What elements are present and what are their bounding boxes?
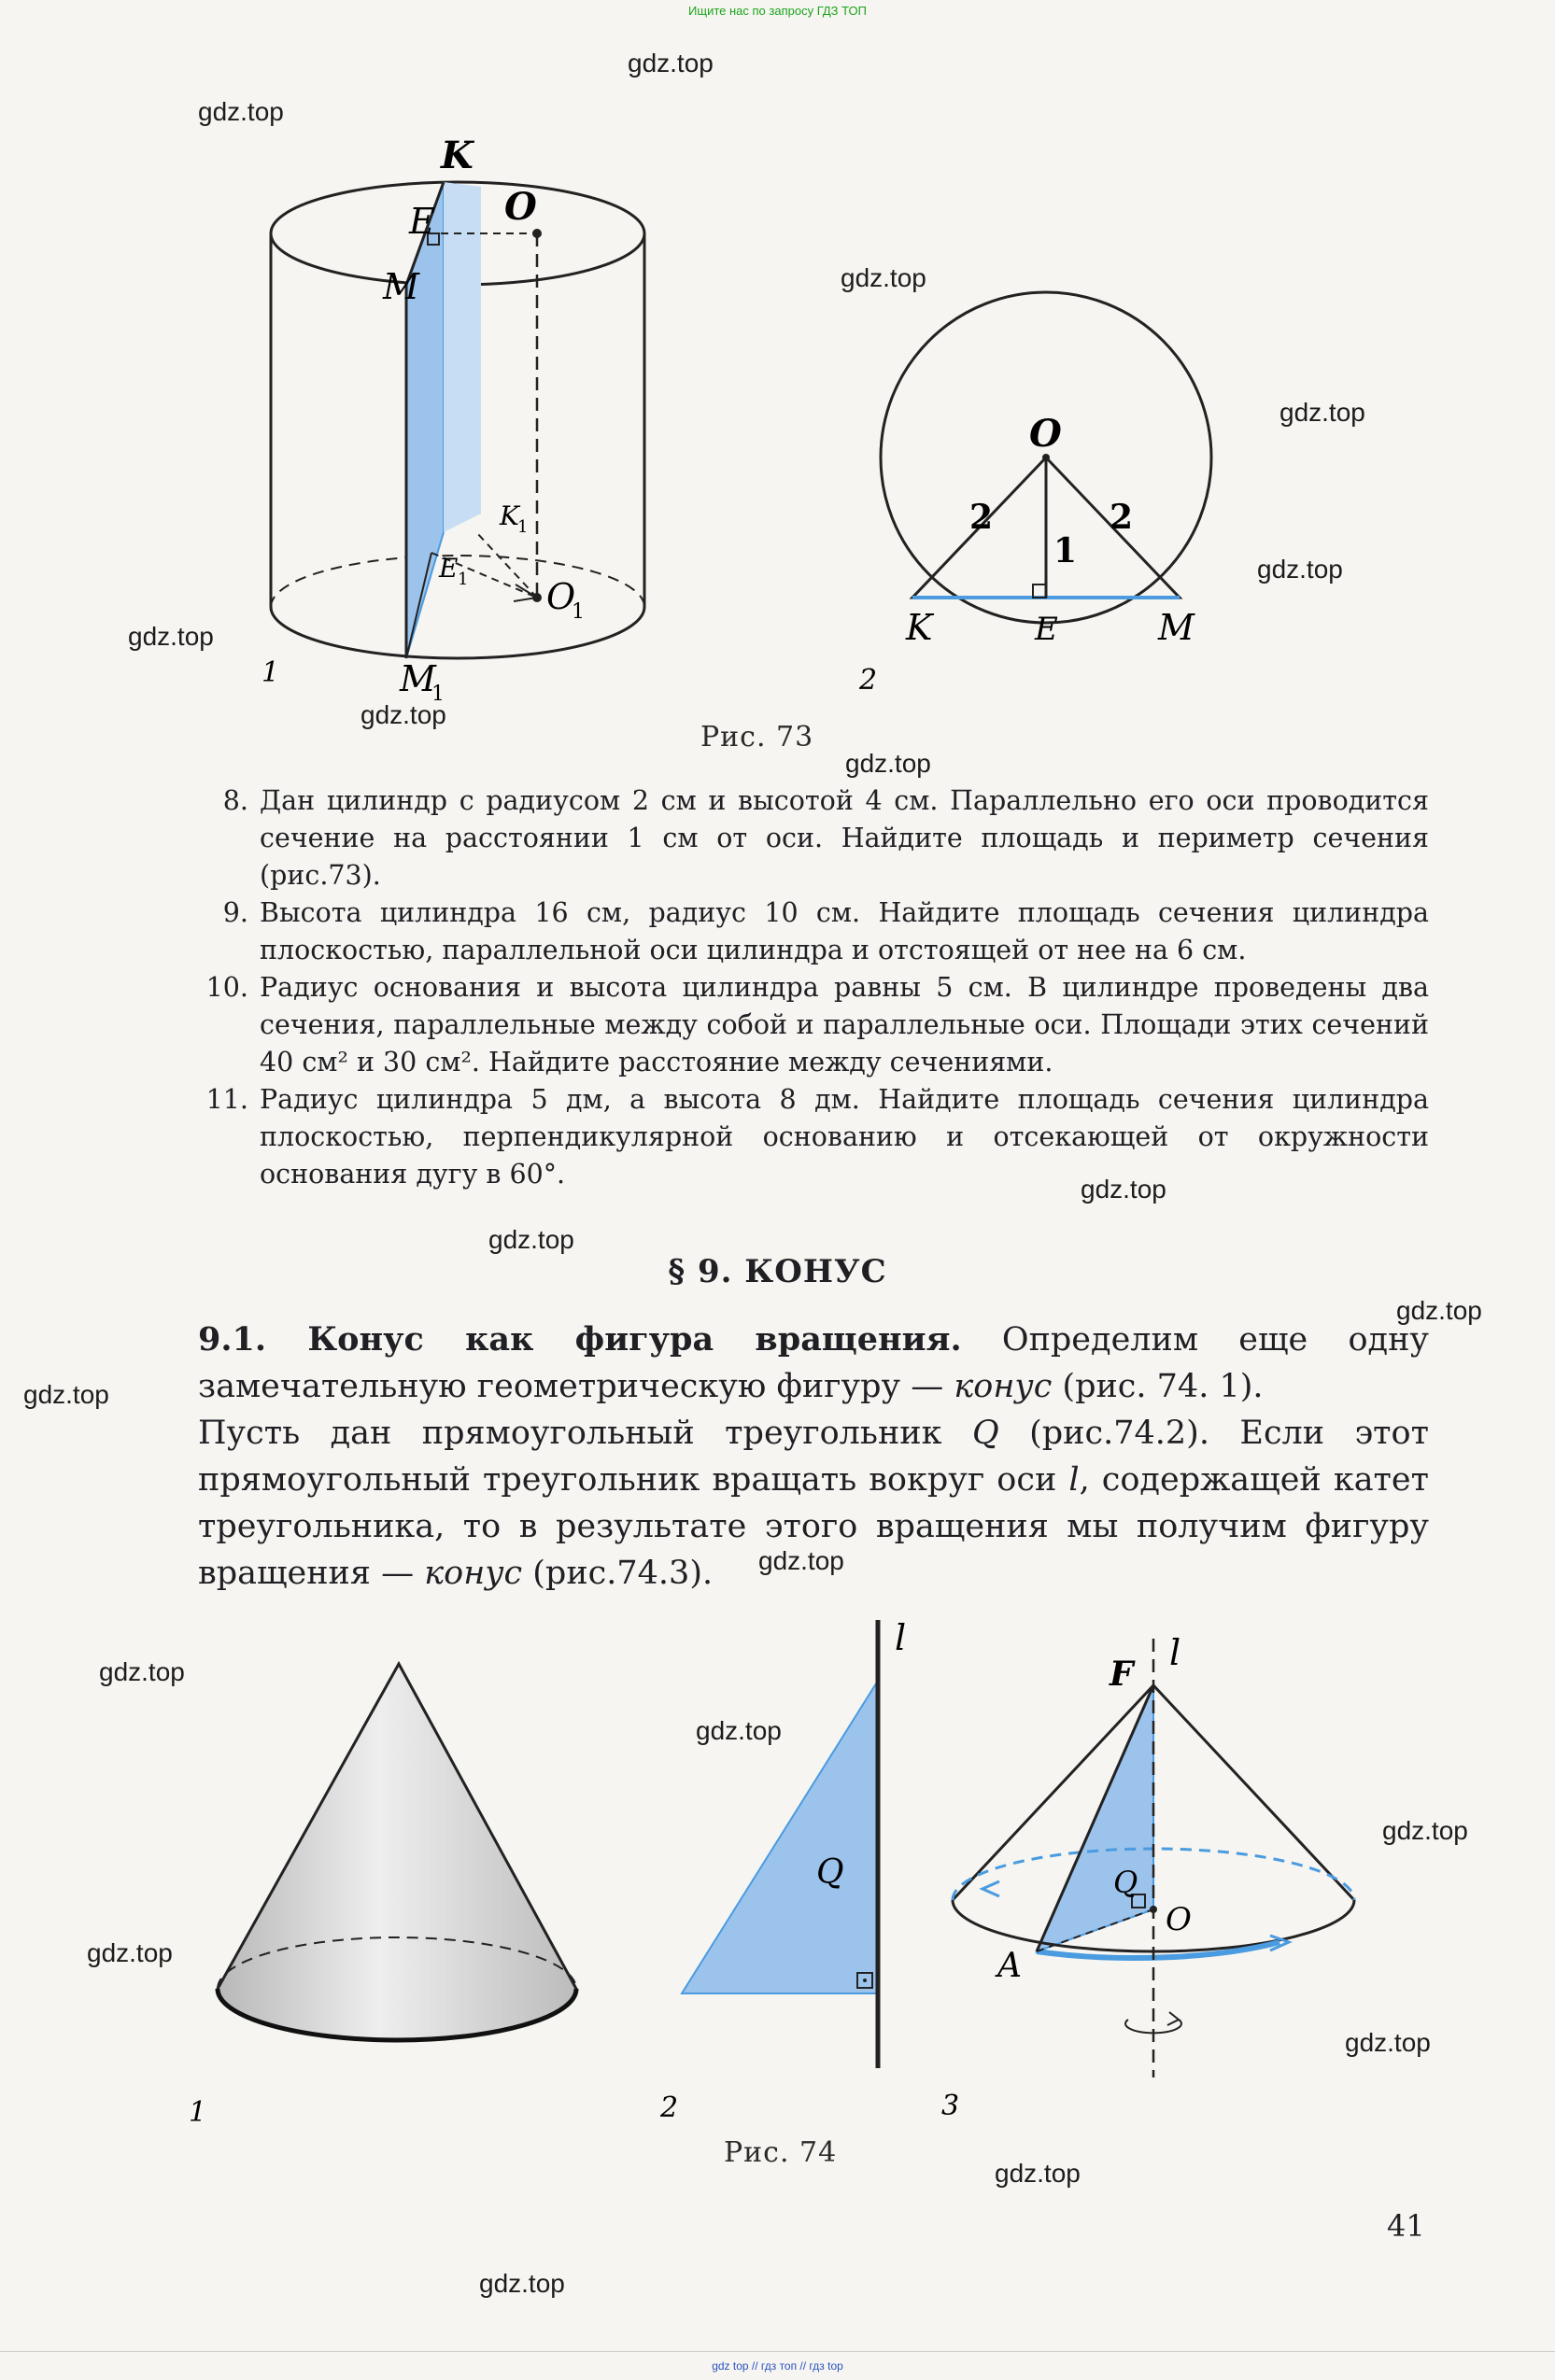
label-M: M xyxy=(1158,607,1195,648)
watermark: gdz.top xyxy=(696,1716,782,1745)
problem-number: 10. xyxy=(205,972,248,1003)
label-K: K xyxy=(906,607,933,648)
label-F: F xyxy=(1110,1655,1134,1694)
watermark: gdz.top xyxy=(1081,1175,1166,1204)
problem-text: Радиус цилиндра 5 дм, а высота 8 дм. Найдите площадь сечения цилиндра плоскостью, перпендикулярной основанию и отсекающей от окружности основания дугу в 60°. xyxy=(260,1084,1429,1190)
problem-number: 9. xyxy=(222,897,248,928)
watermark: gdz.top xyxy=(1257,555,1343,584)
label-O1-sub: 1 xyxy=(572,600,585,624)
problem-text: Дан цилиндр с радиусом 2 см и высотой 4 см. Параллельно его оси проводится сечение на расстоянии 1 см от оси. Найдите площадь и периметр сечения (рис.73). xyxy=(260,785,1429,891)
symbol-Q: Q xyxy=(971,1415,999,1452)
term-cone: конус xyxy=(424,1555,523,1592)
text-run: (рис. 74. 1). xyxy=(1052,1368,1264,1405)
label-O: O xyxy=(1029,412,1062,456)
problem-8 xyxy=(196,782,1429,894)
figure-74-triangle xyxy=(644,1620,925,2138)
problem-10 xyxy=(196,969,1429,1081)
label-Q: Q xyxy=(1113,1865,1138,1900)
text-run: , содержащей катет треугольника, то в результате этого вращения мы получим фигуру вращения — xyxy=(198,1461,1429,1592)
section-body xyxy=(198,1317,1429,1597)
label-side-left: 2 xyxy=(969,498,994,537)
figure-73-cylinder xyxy=(233,121,738,719)
figure-74-panel-1-number: 1 xyxy=(189,2096,207,2129)
label-O: O xyxy=(504,185,537,229)
problem-list xyxy=(196,782,1429,1193)
watermark: gdz.top xyxy=(360,700,446,729)
problem-number: 11. xyxy=(205,1084,248,1115)
problem-9 xyxy=(196,894,1429,969)
problem-11 xyxy=(196,1081,1429,1193)
label-l: l xyxy=(1169,1632,1181,1673)
watermark: gdz.top xyxy=(841,263,926,292)
watermark: gdz.top xyxy=(995,2159,1081,2188)
label-l: l xyxy=(895,1620,907,1658)
text-run: Пусть дан прямоугольный треугольник xyxy=(198,1415,972,1452)
figure-74-panel-3-number: 3 xyxy=(941,2090,960,2122)
bottom-banner: gdz top // гдз топ // гдз top xyxy=(712,2359,843,2373)
problem-text: Высота цилиндра 16 см, радиус 10 см. Найдите площадь сечения цилиндра плоскостью, параллельной оси цилиндра и отстоящей от нее на 6 см. xyxy=(260,897,1429,965)
watermark: gdz.top xyxy=(1396,1296,1482,1325)
label-E: E xyxy=(409,201,435,242)
figure-73-caption: Рис. 73 xyxy=(700,721,814,753)
label-A: A xyxy=(997,1947,1022,1985)
figure-74-panel-2-number: 2 xyxy=(660,2091,679,2124)
figure-74-caption: Рис. 74 xyxy=(724,2136,838,2169)
label-M1-sub: 1 xyxy=(431,683,445,706)
text-run: (рис.74.2). Если этот прямоугольный треугольник вращать вокруг оси xyxy=(198,1415,1429,1499)
watermark: gdz.top xyxy=(128,622,214,651)
label-K: K xyxy=(441,134,474,177)
text-run: (рис.74.3). xyxy=(522,1555,714,1592)
symbol-l: l xyxy=(1068,1461,1080,1499)
watermark: gdz.top xyxy=(87,1938,173,1967)
watermark: gdz.top xyxy=(99,1657,185,1686)
figure-74-rotation-cone xyxy=(925,1629,1392,2134)
label-E1-sub: 1 xyxy=(458,570,469,589)
watermark: gdz.top xyxy=(758,1546,844,1575)
watermark: gdz.top xyxy=(1279,398,1365,427)
label-O1: O xyxy=(546,576,576,617)
subsection-title: 9.1. Конус как фигура вращения. xyxy=(198,1320,962,1359)
watermark: gdz.top xyxy=(1345,2028,1431,2057)
watermark: gdz.top xyxy=(845,749,931,778)
figure-73-panel-1-number: 1 xyxy=(262,656,280,689)
paragraph-2 xyxy=(198,1410,1429,1597)
watermark: gdz.top xyxy=(628,49,714,77)
watermark: gdz.top xyxy=(23,1380,109,1409)
bottom-divider xyxy=(0,2351,1555,2352)
label-M: M xyxy=(383,266,419,307)
term-cone: конус xyxy=(954,1368,1053,1405)
top-banner: Ищите нас по запросу ГДЗ ТОП xyxy=(688,4,867,18)
label-side-right: 2 xyxy=(1110,498,1134,537)
page-number: 41 xyxy=(1387,2208,1425,2244)
label-O: O xyxy=(1166,1901,1192,1938)
watermark: gdz.top xyxy=(198,97,284,126)
watermark: gdz.top xyxy=(488,1225,574,1254)
figure-73-panel-2-number: 2 xyxy=(859,664,878,697)
watermark: gdz.top xyxy=(479,2269,565,2298)
section-heading: § 9. КОНУС xyxy=(668,1253,887,1290)
label-K1-sub: 1 xyxy=(517,517,529,537)
figure-73-circle xyxy=(859,280,1251,710)
label-M1: M xyxy=(400,658,436,699)
label-Q: Q xyxy=(816,1853,844,1892)
problem-number: 8. xyxy=(222,785,248,816)
label-E: E xyxy=(1035,611,1058,648)
label-K1: K xyxy=(500,500,519,531)
problem-text: Радиус основания и высота цилиндра равны 5 см. В цилиндре проведены два сечения, параллельные между собой и параллельные оси. Площади этих сечений 40 см² и 30 см². Найдите расстояние между сечениями. xyxy=(260,972,1429,1077)
text-run: Определим еще одну замечательную геометрическую фигуру — xyxy=(198,1321,1429,1405)
watermark: gdz.top xyxy=(1382,1816,1468,1845)
label-E1: E xyxy=(439,553,459,584)
paragraph-1 xyxy=(198,1317,1429,1410)
figure-74-cone xyxy=(177,1653,598,2138)
label-height: 1 xyxy=(1053,531,1078,570)
